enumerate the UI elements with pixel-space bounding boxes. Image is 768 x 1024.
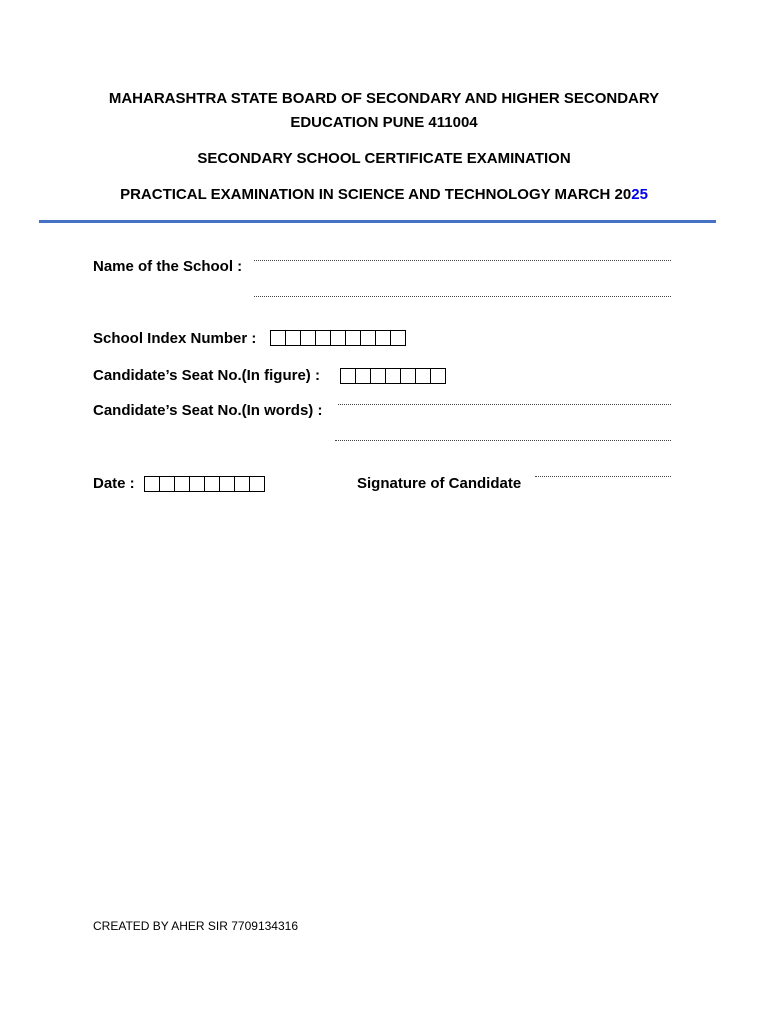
digit-box[interactable] [330,330,346,346]
digit-box[interactable] [300,330,316,346]
practical-year-suffix: 25 [631,186,648,203]
digit-box[interactable] [385,368,401,384]
seat-number-words-line-1[interactable] [338,404,671,405]
practical-title-text: PRACTICAL EXAMINATION IN SCIENCE AND TECHNOLOGY MARCH 20 [120,186,632,203]
school-name-line-2[interactable] [254,296,671,297]
digit-box[interactable] [370,368,386,384]
digit-box[interactable] [144,476,160,492]
digit-box[interactable] [285,330,301,346]
school-name-line-1[interactable] [254,260,671,261]
digit-box[interactable] [204,476,220,492]
signature-label: Signature of Candidate [357,475,522,492]
date-boxes[interactable] [144,476,264,492]
seat-number-figure-label: Candidate’s Seat No.(In figure) : [93,367,320,384]
school-index-boxes[interactable] [270,330,405,346]
digit-box[interactable] [360,330,376,346]
digit-box[interactable] [390,330,406,346]
digit-box[interactable] [430,368,446,384]
date-label: Date : [93,475,135,492]
digit-box[interactable] [355,368,371,384]
signature-line[interactable] [535,476,671,477]
digit-box[interactable] [234,476,250,492]
seat-number-words-label: Candidate’s Seat No.(In words) : [93,402,323,419]
board-name-line1: MAHARASHTRA STATE BOARD OF SECONDARY AND HIGHER SECONDARY [108,90,660,107]
digit-box[interactable] [340,368,356,384]
practical-exam-title [0,186,768,203]
school-index-label: School Index Number : [93,330,257,347]
creator-credit: CREATED BY AHER SIR 7709134316 [93,919,298,933]
digit-box[interactable] [415,368,431,384]
seat-number-words-line-2[interactable] [335,440,671,441]
digit-box[interactable] [270,330,286,346]
digit-box[interactable] [159,476,175,492]
school-name-label: Name of the School : [93,258,243,275]
digit-box[interactable] [315,330,331,346]
digit-box[interactable] [219,476,235,492]
board-name-line2: EDUCATION PUNE 411004 [290,114,478,131]
digit-box[interactable] [345,330,361,346]
digit-box[interactable] [174,476,190,492]
seat-number-figure-boxes[interactable] [340,368,445,384]
digit-box[interactable] [189,476,205,492]
digit-box[interactable] [249,476,265,492]
digit-box[interactable] [400,368,416,384]
digit-box[interactable] [375,330,391,346]
header-divider [39,220,716,223]
exam-title: SECONDARY SCHOOL CERTIFICATE EXAMINATION [197,150,571,167]
